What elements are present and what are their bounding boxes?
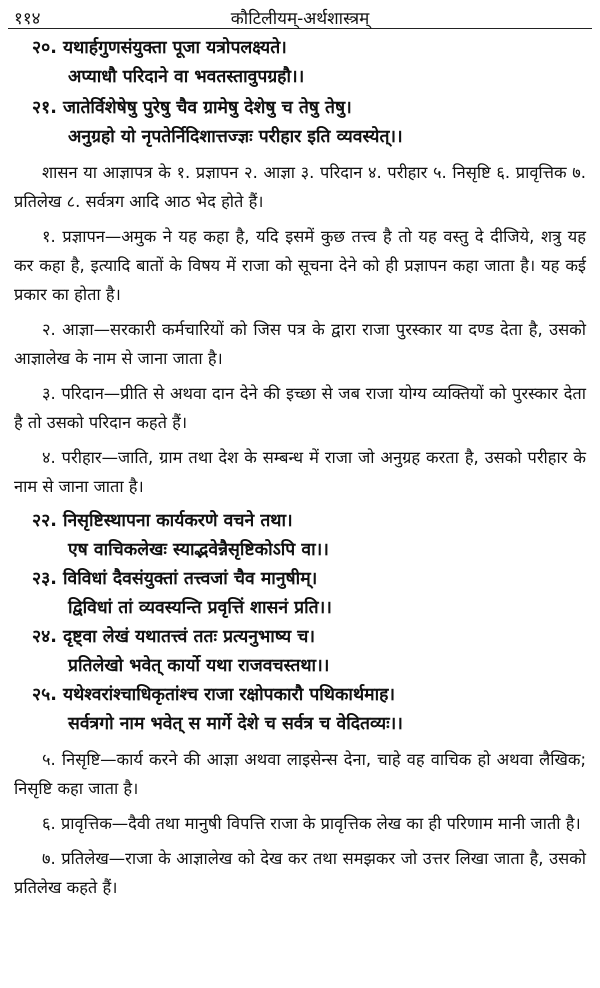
paragraph-parihar: ४. परीहार—जाति, ग्राम तथा देश के सम्बन्ध में राजा जो अनुग्रह करता है, उसको परीहार के नाम से जाना जाता है।: [14, 448, 586, 496]
verse-25-line-2: सर्वत्रगो नाम भवेत् स मार्गे देशे च सर्वत्र च वेदितव्यः।।: [68, 714, 403, 734]
page-title: कौटिलीयम्-अर्थशास्त्रम्: [230, 9, 370, 29]
paragraph-prajnapan: १. प्रज्ञापन—अमुक ने यह कहा है, यदि इसमें कुछ तत्त्व है तो यह वस्तु दे दीजिये, शत्रु यह कर कहा है, इत्यादि बातों के विषय में राजा को सूचना देने को ही प्रज्ञापन कहा जाता है। यह कई प्रकार का होता है।: [14, 227, 586, 304]
commentary-block-2: [14, 745, 586, 902]
commentary-block-1: [14, 158, 586, 501]
verse-block-22-25: [14, 507, 586, 739]
header-rule: [8, 28, 592, 29]
paragraph-ajna: २. आज्ञा—सरकारी कर्मचारियों को जिस पत्र के द्वारा राजा पुरस्कार या दण्ड देता है, उसको आज्ञालेख के नाम से जाना जाता है।: [14, 320, 586, 368]
paragraph-intro: शासन या आज्ञापत्र के १. प्रज्ञापन २. आज्ञा ३. परिदान ४. परीहार ५. निसृष्टि ६. प्रावृत्तिक ७. प्रतिलेख ८. सर्वत्रग आदि आठ भेद होते हैं।: [14, 163, 586, 211]
verse-21-line-2: अनुग्रहो यो नृपतेर्निदिशात्तज्ज्ञः परीहार इति व्यवस्येत्।।: [68, 127, 403, 147]
paragraph-pratilekh: ७. प्रतिलेख—राजा के आज्ञालेख को देख कर तथा समझकर जो उत्तर लिखा जाता है, उसको प्रतिलेख कहते हैं।: [14, 849, 586, 897]
verse-23-line-2: द्विविधां तां व्यवस्यन्ति प्रवृत्तिं शासनं प्रति।।: [68, 598, 332, 618]
verse-23-line-1: २३. विविधां दैवसंयुक्तां तत्त्वजां चैव मानुषीम्।: [32, 569, 318, 589]
page-header: [8, 4, 592, 30]
verse-24-line-1: २४. दृष्ट्वा लेखं यथातत्त्वं ततः प्रत्यनुभाष्य च।: [32, 627, 316, 647]
page-number: ११४: [14, 9, 41, 29]
paragraph-nisrishti: ५. निसृष्टि—कार्य करने की आज्ञा अथवा लाइसेन्स देना, चाहे वह वाचिक हो अथवा लैखिक; निसृष्टि कहा जाता है।: [14, 750, 586, 798]
verse-20-line-2: अप्याधौ परिदाने वा भवतस्तावुपग्रहौ।।: [68, 67, 305, 87]
verse-20-line-1: २०. यथार्हगुणसंयुक्ता पूजा यत्रोपलक्ष्यते।: [32, 38, 287, 58]
paragraph-pravrittik: ६. प्रावृत्तिक—दैवी तथा मानुषी विपत्ति राजा के प्रावृत्तिक लेख का ही परिणाम मानी जाती है।: [42, 814, 581, 833]
verse-24-line-2: प्रतिलेखो भवेत् कार्यो यथा राजवचस्तथा।।: [68, 656, 330, 676]
verse-25-line-1: २५. यथेश्वरांश्चाधिकृतांश्च राजा रक्षोपकारौ पथिकार्थमाह।: [32, 685, 396, 705]
verse-21-line-1: २१. जातेर्विशेषेषु पुरेषु चैव ग्रामेषु देशेषु च तेषु तेषु।: [32, 98, 352, 118]
paragraph-paridan: ३. परिदान—प्रीति से अथवा दान देने की इच्छा से जब राजा योग्य व्यक्तियों को पुरस्कार देता है तो उसको परिदान कहते हैं।: [14, 384, 586, 432]
page-body: [14, 34, 586, 908]
verse-22-line-1: २२. निसृष्टिस्थापना कार्यकरणे वचने तथा।: [32, 511, 293, 531]
verse-block-20-21: [14, 34, 586, 152]
verse-22-line-2: एष वाचिकलेखः स्याद्भवेन्नैसृष्टिकोऽपि वा।।: [68, 540, 329, 560]
